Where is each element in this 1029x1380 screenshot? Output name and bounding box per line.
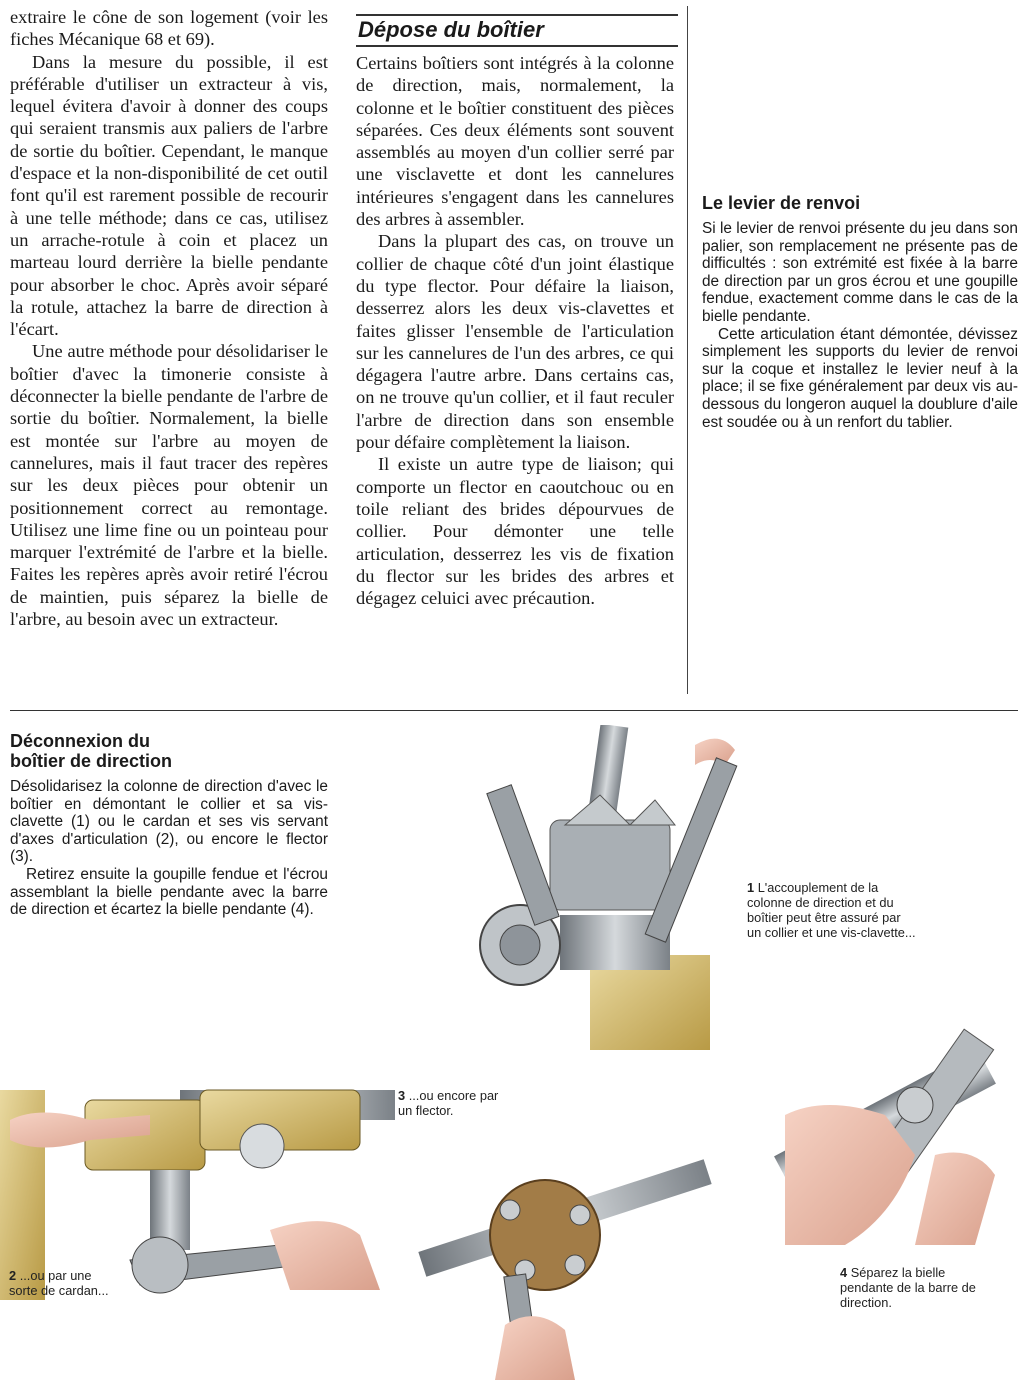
illustration-cardan [0,1060,395,1300]
levier-section-title: Le levier de renvoi [702,193,861,213]
caption-4-number: 4 [840,1265,848,1280]
ball-joint [897,1087,933,1123]
deconnexion-paragraph-1: Désolidarisez la colonne de direction d'avec le boîtier en démontant le collier et sa vis-clavette (1) ou le cardan et ses vis servant d'axes d'articulation (2), ou encore le flector (3). [10,778,328,866]
col1-paragraph-3: Une autre méthode pour désolidariser le boîtier d'avec la timonerie consiste à déconnecter la bielle pendante de l'arbre de sortie du boîtier. Normalement, la bielle est montée sur l'arbre au moyen de cannelures, mais il faut tracer des repères sur les deux pièces pour obtenir un positionnement correct au remontage. Utilisez une lime fine ou un pointeau pour marquer l'extrémité de l'arbre et la bielle. Faites les repères après avoir retiré l'écrou de maintien, puis séparez la bielle de l'arbre, au besoin avec un extracteur. [10,341,328,630]
col1-paragraph-1: extraire le cône de son logement (voir les fiches Mécanique 68 et 69). [10,7,328,50]
column-divider [687,6,688,694]
levier-paragraph-1: Si le levier de renvoi présente du jeu dans son palier, son remplacement ne présente pas de difficultés : son extrémité est fixée à la barre de direction par un gros écrou et une goupille fendue, exactement comme dans le cas de la bielle pendante. [702,220,1018,325]
deconnexion-paragraph-2: Retirez ensuite la goupille fendue et l'écrou assemblant la bielle pendante avec la barre de direction et écartez la bielle pendante (4). [10,865,328,919]
hand-right [270,1221,380,1290]
levier-body [702,220,1018,431]
caption-2-number: 2 [9,1268,17,1283]
caption-3 [398,1088,508,1118]
illustration-bielle [765,1005,1029,1260]
flector-disc [490,1180,600,1290]
levier-paragraph-2: Cette articulation étant démontée, dévissez simplement les supports du levier de renvoi sur la coque et installez le levier neuf à la place; il se fixe généralement par deux vis au-dessous du longeron auquel la doublure d'aile est soudée ou à un renfort du tablier. [702,325,1018,431]
caption-4 [840,1265,990,1310]
caption-3-text: ...ou encore par un flector. [398,1088,499,1118]
column-1 [10,6,328,630]
caption-4-text: Séparez la bielle pendante de la barre de direction. [840,1265,976,1310]
deconnexion-section-title [10,731,340,771]
depose-paragraph-1: Certains boîtiers sont intégrés à la colonne de direction, mais, normalement, la colonne et le boîtier constituent des pièces séparées. Ces deux éléments sont souvent assemblés au moyen d'un collier serré par une visclavette et dont les cannelures intérieures s'engagent dans les cannelures des arbres à assembler. [356,53,674,230]
hand-right [915,1153,995,1246]
deconnexion-title-line-1: Déconnexion du [10,731,151,751]
deconnexion-title-line-2: boîtier de direction [10,751,173,771]
column-2 [356,52,674,609]
caption-3-number: 3 [398,1088,406,1103]
section-divider [10,710,1018,711]
col1-paragraph-2: Dans la mesure du possible, il est préférable d'utiliser un extracteur à vis, lequel évitera d'avoir à donner des coups qui seraient transmis aux paliers de l'arbre de sortie du boîtier. Cependant, le manque d'espace et la non-disponibilité de cet outil font qu'il est rarement possible de recourir à une telle méthode; dans ce cas, utilisez un arrache-rotule à coin et placez un marteau lourd derrière la bielle pendante pour absorber le choc. Après avoir séparé la rotule, attachez la barre de direction à l'écart. [10,51,328,340]
collar-clamp [550,820,670,910]
illustration-flector [415,1095,715,1380]
depose-section-title: Dépose du boîtier [356,14,678,47]
depose-paragraph-2: Dans la plupart des cas, on trouve un collier de chaque côté d'un joint élastique du type flector. Pour défaire la liaison, desserrez alors les deux vis-clavettes et faites glisser l'ensemble de l'articulation sur les cannelures de l'un des arbres, ce qui dégagera l'autre arbre. Dans certains cas, on ne trouve qu'un collier, et il faut reculer l'arbre de direction dans son ensemble pour défaire complètement la liaison. [356,231,674,453]
caption-1-text: L'accouplement de la colonne de direction et du boîtier peut être assuré par un collier et une vis-clavette... [747,880,916,940]
caption-2 [9,1268,119,1298]
caption-1-number: 1 [747,880,755,895]
illustration-collier-wrench [440,725,740,1050]
hand [495,1316,575,1380]
depose-paragraph-3: Il existe un autre type de liaison; qui comporte un flector en caoutchouc ou en toile reliant des brides dépourvues de collier. Pour démonter une telle articulation, desserrez les vis de fixation du flector sur les brides des arbres et dégagez celuici avec précaution. [356,454,674,609]
deconnexion-body [10,778,328,919]
caption-2-text: ...ou par une sorte de cardan... [9,1268,109,1298]
caption-1 [747,880,917,940]
cardan-pin [240,1124,284,1168]
